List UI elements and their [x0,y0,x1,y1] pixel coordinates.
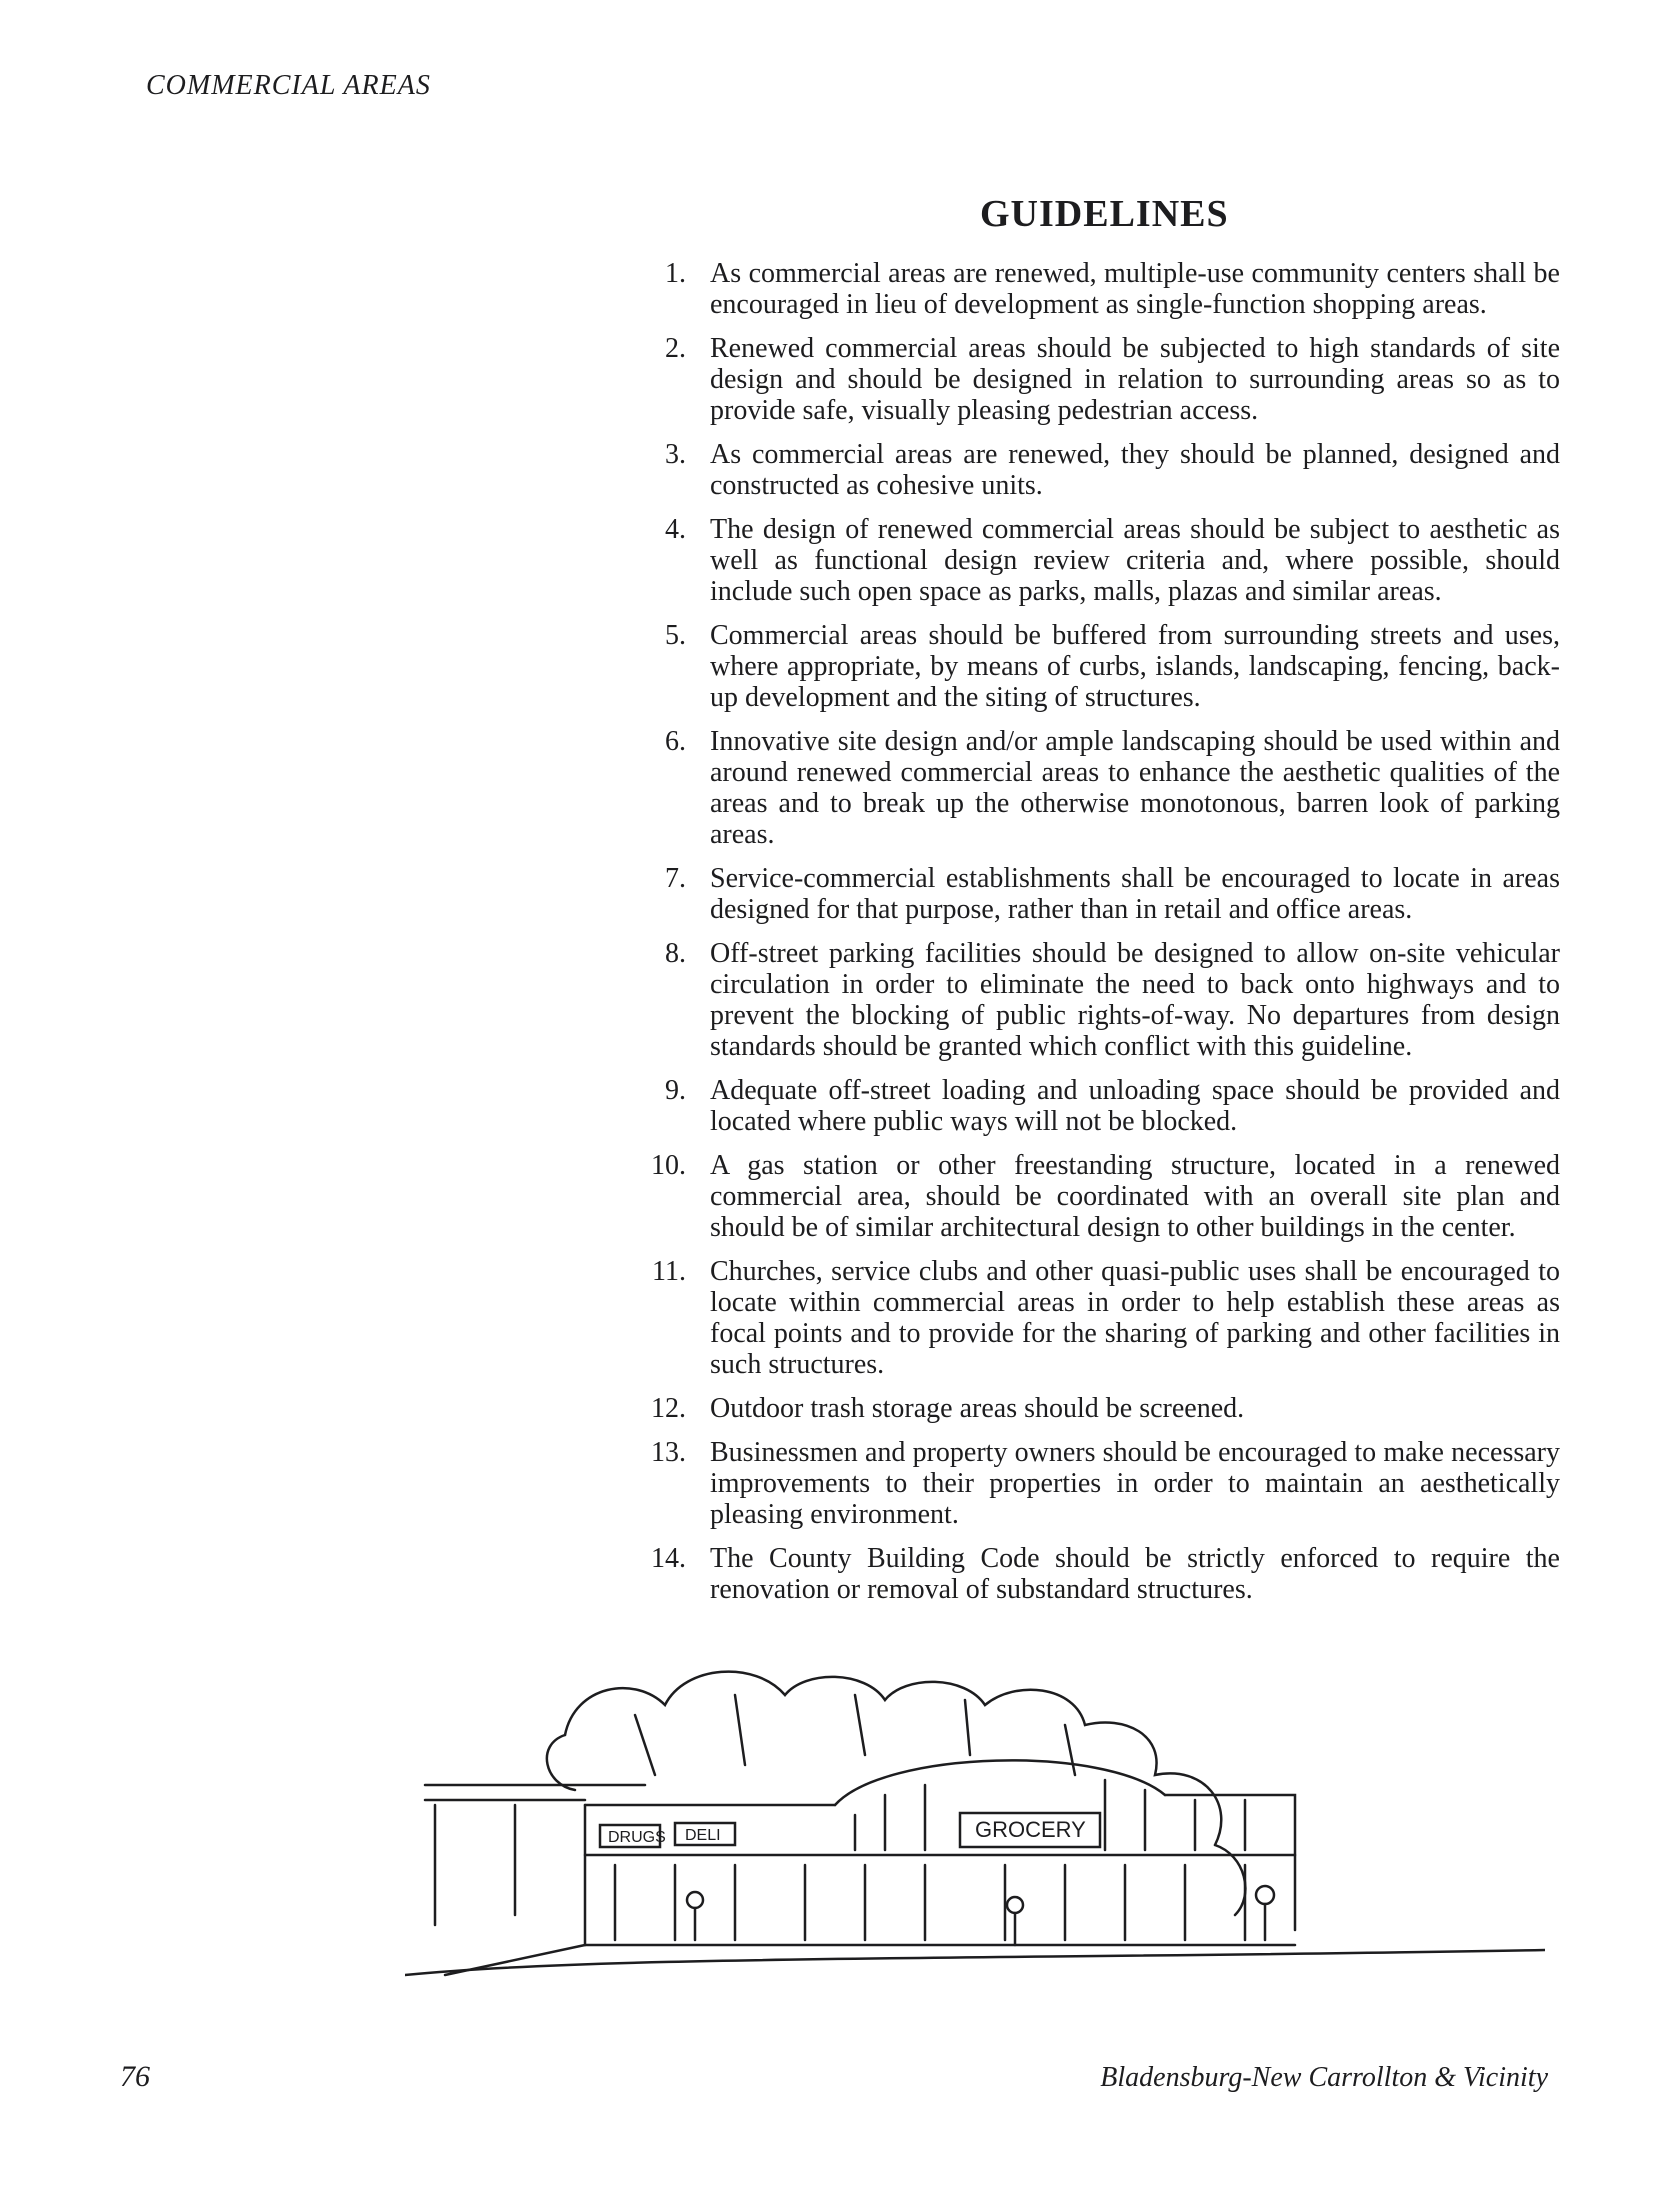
guideline-number: 3. [665,439,686,470]
guideline-item [640,1393,1560,1424]
sign-deli: DELI [685,1827,721,1844]
guideline-text: As commercial areas are renewed, multiple-use community centers shall be encouraged in lieu of development as single-function shopping areas. [710,258,1560,320]
guideline-item [640,1075,1560,1137]
guideline-number: 12. [651,1393,686,1424]
guideline-text: A gas station or other freestanding structure, located in a renewed commercial area, should be coordinated with an overall site plan and should be of similar architectural design to other buildings in the center. [710,1150,1560,1243]
guideline-item [640,726,1560,850]
guidelines-list [640,258,1560,1618]
guideline-text: As commercial areas are renewed, they should be planned, designed and constructed as cohesive units. [710,439,1560,501]
guideline-item [640,863,1560,925]
guideline-item [640,1150,1560,1243]
guideline-item [640,258,1560,320]
guideline-item [640,620,1560,713]
guideline-text: Service-commercial establishments shall be encouraged to locate in areas designed for that purpose, rather than in retail and office areas. [710,863,1560,925]
guideline-number: 1. [665,258,686,289]
guideline-number: 6. [665,726,686,757]
guideline-text: Innovative site design and/or ample landscaping should be used within and around renewed commercial areas to enhance the aesthetic qualities of the areas and to break up the otherwise monotonous, barren look of parking areas. [710,726,1560,850]
page-title [700,192,1500,236]
guideline-text: The design of renewed commercial areas should be subject to aesthetic as well as functional design review criteria and, where possible, should include such open space as parks, malls, plazas and similar areas. [710,514,1560,607]
guideline-text: Off-street parking facilities should be designed to allow on-site vehicular circulation in order to eliminate the need to back onto highways and to prevent the blocking of public rights-of-way. No departures from design standards should be granted which conflict with this guideline. [710,938,1560,1062]
guideline-item [640,938,1560,1062]
guideline-item [640,439,1560,501]
guideline-text: The County Building Code should be strictly enforced to require the renovation or removal of substandard structures. [710,1543,1560,1605]
sign-grocery: GROCERY [975,1817,1086,1842]
guideline-number: 10. [651,1150,686,1181]
guideline-item [640,514,1560,607]
guideline-number: 9. [665,1075,686,1106]
guideline-item [640,1437,1560,1530]
guideline-text: Outdoor trash storage areas should be screened. [710,1393,1245,1424]
guideline-text: Churches, service clubs and other quasi-public uses shall be encouraged to locate within commercial areas in order to help establish these areas as focal points and to provide for the sharing of parking and other facilities in such structures. [710,1256,1560,1380]
guideline-text: Commercial areas should be buffered from surrounding streets and uses, where appropriate, by means of curbs, islands, landscaping, fencing, back-up development and the siting of structures. [710,620,1560,713]
guideline-number: 7. [665,863,686,894]
guideline-number: 14. [651,1543,686,1574]
page-number: 76 [120,2060,150,2093]
guideline-item [640,333,1560,426]
guideline-number: 2. [665,333,686,364]
guideline-text: Businessmen and property owners should be encouraged to make necessary improvements to their properties in order to maintain an aesthetically pleasing environment. [710,1437,1560,1530]
guideline-number: 4. [665,514,686,545]
guideline-item [640,1256,1560,1380]
running-head: COMMERCIAL AREAS [146,70,431,101]
guideline-number: 8. [665,938,686,969]
guideline-item [640,1543,1560,1605]
guideline-number: 13. [651,1437,686,1468]
guideline-text: Adequate off-street loading and unloading space should be provided and located where public ways will not be blocked. [710,1075,1560,1137]
guideline-text: Renewed commercial areas should be subjected to high standards of site design and should be designed in relation to surrounding areas so as to provide safe, visually pleasing pedestrian access. [710,333,1560,426]
sign-drugs: DRUGS [608,1829,666,1846]
guideline-number: 11. [652,1256,686,1287]
page-title-text: GUIDELINES [980,193,1229,235]
running-foot: Bladensburg-New Carrollton & Vicinity [1100,2062,1548,2093]
guideline-number: 5. [665,620,686,651]
storefront-illustration [405,1655,1545,1985]
